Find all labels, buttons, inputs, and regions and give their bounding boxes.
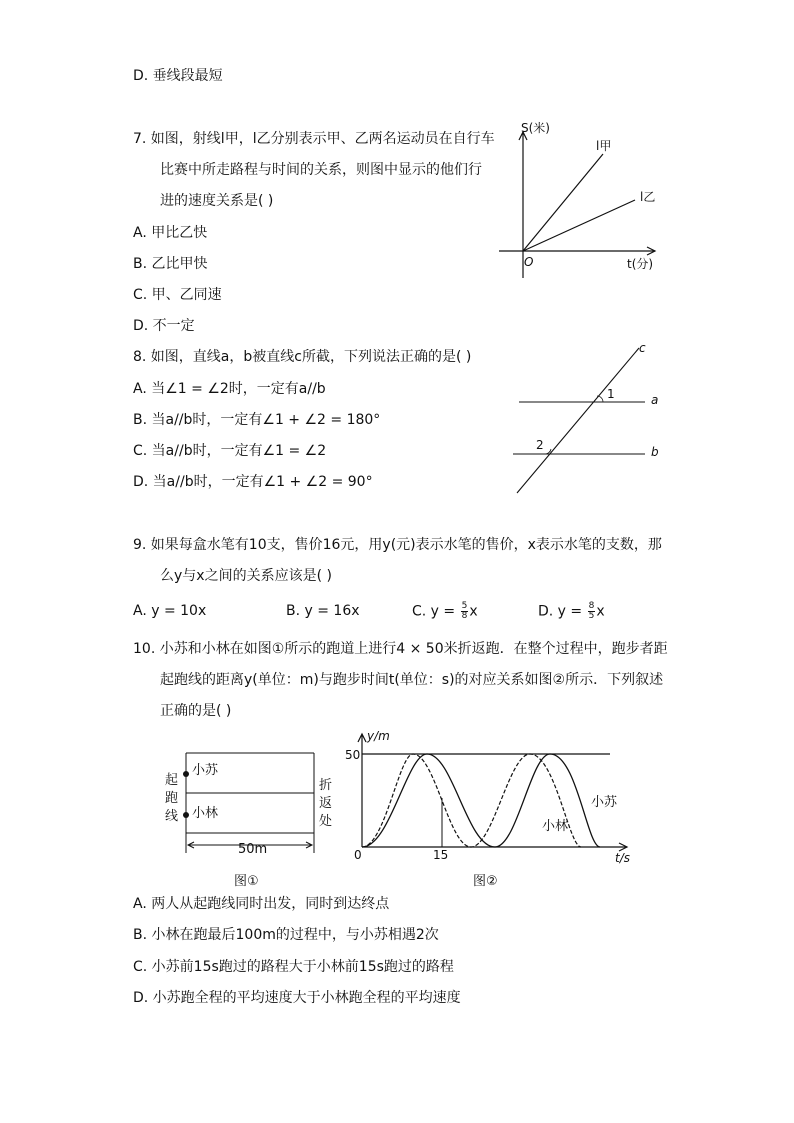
q7-option-d: D. 不一定: [133, 318, 195, 334]
q10-fig1-caption: 图①: [234, 874, 259, 889]
q10-start-char1: 起: [165, 773, 179, 788]
q10-option-b: B. 小林在跑最后100m的过程中，与小苏相遇2次: [133, 927, 439, 943]
q8-angle1-label: 1: [607, 387, 615, 401]
q10-fig2-caption: 图②: [473, 874, 498, 889]
q10-chart-x15-label: 15: [433, 848, 449, 862]
q10-start-char2: 跑: [165, 791, 179, 806]
q10-track-runner-su: 小苏: [192, 763, 219, 778]
q9-option-b: B. y = 16x: [286, 603, 360, 619]
q10-track-runner-lin: 小林: [192, 806, 219, 821]
q10-stem-line3: 正确的是( ): [160, 703, 232, 719]
q10-stem-line2: 起跑线的距离y(单位：m)与跑步时间t(单位：s)的对应关系如图②所示．下列叙述: [160, 672, 664, 688]
q9-option-c: C. y = $\frac{5}{8}$ x: [412, 601, 478, 621]
q10-turn-char3: 处: [319, 814, 333, 829]
q8-option-c: C. 当a//b时，一定有∠1 = ∠2: [133, 443, 327, 459]
q10-chart-zero-label: 0: [354, 848, 362, 862]
q7-option-c: C. 甲、乙同速: [133, 287, 222, 303]
q7-stem-line3: 进的速度关系是( ): [160, 193, 274, 209]
q10-track-figure: [160, 745, 350, 890]
q7-distance-time-graph: [495, 118, 665, 283]
q9-stem-line2: 么y与x之间的关系应该是( ): [160, 568, 332, 584]
q10-stem-line1: 10. 小苏和小林在如图①所示的跑道上进行4 × 50米折返跑．在整个过程中，跑步者距: [133, 641, 668, 657]
q7-y-axis-label: S(米): [521, 121, 550, 135]
q6-option-d: D. 垂线段最短: [133, 68, 223, 84]
q7-line-yi-label: l乙: [640, 190, 656, 204]
q10-option-d: D. 小苏跑全程的平均速度大于小林跑全程的平均速度: [133, 990, 461, 1006]
q10-option-c: C. 小苏前15s跑过的路程大于小林前15s跑过的路程: [133, 959, 454, 975]
q8-option-a: A. 当∠1 = ∠2时，一定有a//b: [133, 381, 326, 397]
q10-distance-time-chart: [345, 725, 645, 890]
q7-stem-line1: 7. 如图，射线l甲，l乙分别表示甲、乙两名运动员在自行车: [133, 131, 495, 147]
q10-chart-x-label: t/s: [615, 851, 630, 865]
q8-stem: 8. 如图，直线a，b被直线c所截，下列说法正确的是( ): [133, 349, 472, 365]
q9-option-d: D. y = $\frac{8}{5}$ x: [538, 601, 605, 621]
q7-line-jia-label: l甲: [596, 139, 612, 153]
q10-chart-y-label: y/m: [367, 729, 390, 743]
q10-option-a: A. 两人从起跑线同时出发，同时到达终点: [133, 896, 390, 912]
q7-origin-label: O: [524, 255, 534, 269]
q10-turn-char2: 返: [319, 796, 333, 811]
q9-option-a: A. y = 10x: [133, 603, 207, 619]
q7-option-b: B. 乙比甲快: [133, 256, 208, 272]
q8-option-b: B. 当a//b时，一定有∠1 + ∠2 = 180°: [133, 412, 381, 428]
q8-line-b-label: b: [651, 445, 659, 459]
q8-line-c-label: c: [639, 341, 646, 355]
q8-line-a-label: a: [651, 393, 659, 407]
q7-x-axis-label: t(分): [627, 257, 654, 271]
q10-track-length: 50m: [238, 842, 268, 857]
q10-turn-char1: 折: [319, 778, 333, 793]
q7-option-a: A. 甲比乙快: [133, 225, 208, 241]
q10-chart-y50-label: 50: [345, 748, 361, 762]
q8-parallel-lines-figure: [505, 340, 670, 500]
q7-stem-line2: 比赛中所走路程与时间的关系，则图中显示的他们行: [160, 162, 482, 178]
q9-stem-line1: 9. 如果每盒水笔有10支，售价16元，用y(元)表示水笔的售价，x表示水笔的支数，那: [133, 537, 662, 553]
q8-option-d: D. 当a//b时，一定有∠1 + ∠2 = 90°: [133, 474, 373, 490]
q10-chart-lin-label: 小林: [542, 819, 569, 834]
q10-start-char3: 线: [165, 809, 179, 824]
q8-angle2-label: 2: [536, 438, 544, 452]
q10-chart-su-label: 小苏: [591, 795, 618, 810]
